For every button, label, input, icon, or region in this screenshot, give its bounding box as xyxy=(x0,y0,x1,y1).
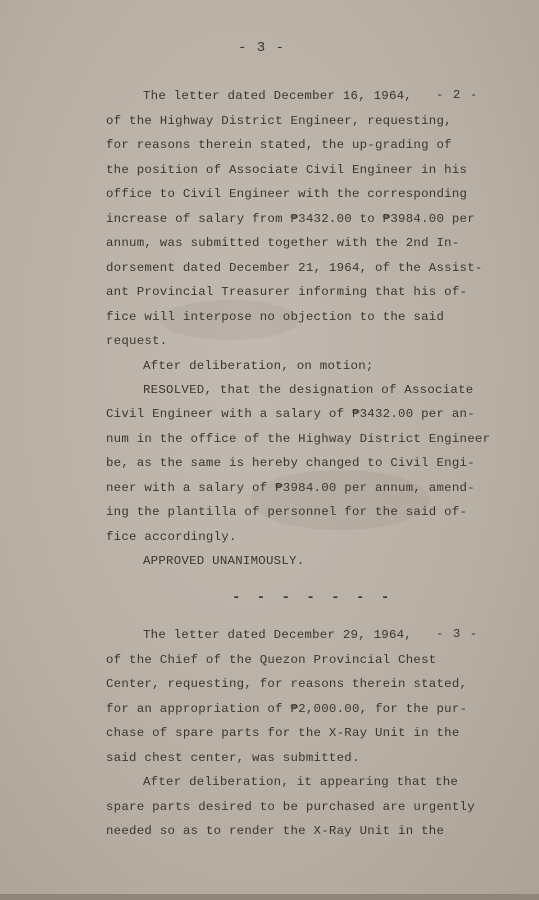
text-line: be, as the same is hereby changed to Civil Engi- xyxy=(106,456,475,470)
text-line: the position of Associate Civil Engineer in his xyxy=(106,163,468,177)
text-line: of the Chief of the Quezon Provincial Chest xyxy=(106,653,437,667)
text-line: ing the plantilla of personnel for the said of- xyxy=(106,505,468,519)
text-line: chase of spare parts for the X-Ray Unit in the xyxy=(106,726,460,740)
section-separator: - - - - - - - xyxy=(232,590,394,606)
text-line: neer with a salary of ₱3984.00 per annum, amend- xyxy=(106,481,475,495)
text-line: After deliberation, it appearing that the xyxy=(143,775,459,789)
page-number: - 3 - xyxy=(238,40,286,56)
text-line: office to Civil Engineer with the corresponding xyxy=(106,187,468,201)
text-line: fice accordingly. xyxy=(106,530,237,544)
paper-smudge xyxy=(250,470,430,530)
text-line: RESOLVED, that the designation of Associate xyxy=(143,383,474,397)
text-line: annum, was submitted together with the 2nd In- xyxy=(106,236,460,250)
text-line: for an appropriation of ₱2,000.00, for the pur- xyxy=(106,702,468,716)
text-line: Civil Engineer with a salary of ₱3432.00 per an- xyxy=(106,407,475,421)
item-number: - 3 - xyxy=(436,627,479,641)
text-line: request. xyxy=(106,334,168,348)
text-line: Center, requesting, for reasons therein stated, xyxy=(106,677,468,691)
scan-footer-strip xyxy=(0,894,539,900)
text-line: The letter dated December 29, 1964, xyxy=(143,628,412,642)
text-line: of the Highway District Engineer, requesting, xyxy=(106,114,452,128)
text-line: spare parts desired to be purchased are urgently xyxy=(106,800,475,814)
approval-line: APPROVED UNANIMOUSLY. xyxy=(143,554,305,568)
text-line: dorsement dated December 21, 1964, of the Assist- xyxy=(106,261,483,275)
text-line: num in the office of the Highway District Engineer xyxy=(106,432,491,446)
text-line: ant Provincial Treasurer informing that his of- xyxy=(106,285,468,299)
text-line: for reasons therein stated, the up-grading of xyxy=(106,138,452,152)
text-line: After deliberation, on motion; xyxy=(143,359,374,373)
item-number: - 2 - xyxy=(436,88,479,102)
text-line: increase of salary from ₱3432.00 to ₱3984.00 per xyxy=(106,212,475,226)
text-line: The letter dated December 16, 1964, xyxy=(143,89,412,103)
text-line: needed so as to render the X-Ray Unit in the xyxy=(106,824,445,838)
text-line: fice will interpose no objection to the said xyxy=(106,310,445,324)
text-line: said chest center, was submitted. xyxy=(106,751,360,765)
